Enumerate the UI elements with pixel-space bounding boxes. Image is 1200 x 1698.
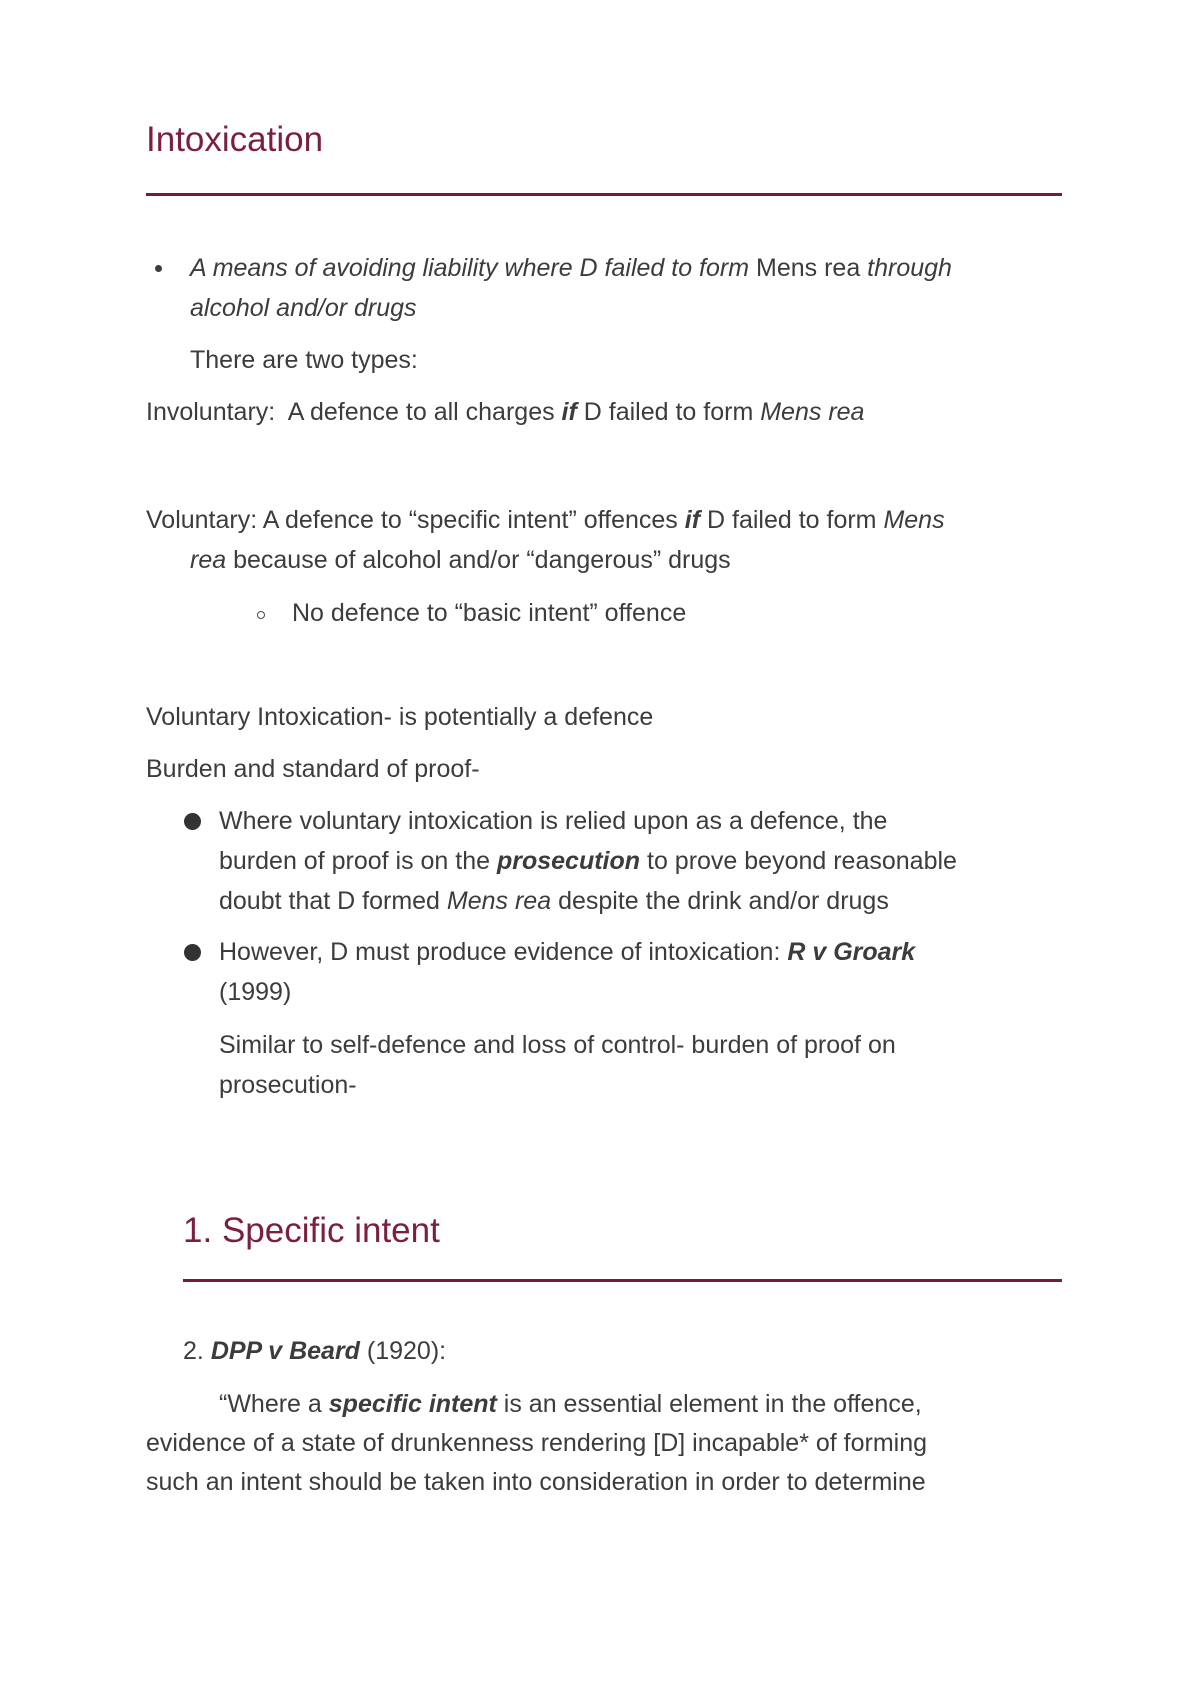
burden-bullet1-line2-c: to prove beyond reasonable bbox=[640, 847, 957, 875]
section-divider bbox=[183, 1279, 1062, 1282]
similar-line2: prosecution- bbox=[219, 1071, 357, 1099]
no-defence-text: No defence to “basic intent” offence bbox=[292, 599, 687, 627]
sub-bullet-circle-icon bbox=[257, 611, 265, 619]
involuntary-if: if bbox=[561, 398, 577, 426]
involuntary-mens-rea: Mens rea bbox=[760, 398, 865, 426]
voluntary-mid: D failed to form bbox=[700, 506, 884, 534]
bullet1-line1 bbox=[190, 253, 952, 283]
quote-specific-intent: specific intent bbox=[328, 1390, 497, 1418]
burden-bullet2-line1-a: However, D must produce evidence of intoxication: bbox=[219, 938, 788, 966]
involuntary-label: Involuntary: A defence to all charges bbox=[146, 398, 562, 426]
section-title: Specific intent bbox=[221, 1211, 440, 1250]
involuntary-paragraph bbox=[146, 397, 864, 427]
two-types-text: There are two types: bbox=[190, 346, 418, 374]
case-number: 2. bbox=[183, 1337, 204, 1365]
voluntary-line2 bbox=[190, 545, 731, 575]
quote-line2: evidence of a state of drunkenness rendering [D] incapable* of forming bbox=[146, 1429, 928, 1457]
case-year: (1920): bbox=[359, 1337, 447, 1365]
quote-line3: such an intent should be taken into consideration in order to determine bbox=[146, 1468, 926, 1496]
burden-bullet2-line2: (1999) bbox=[219, 978, 292, 1006]
burden-bullet2-line1 bbox=[219, 937, 915, 967]
case-name: DPP v Beard bbox=[210, 1337, 360, 1365]
quote-line1-c: is an essential element in the offence, bbox=[496, 1390, 922, 1418]
bullet-dot-icon bbox=[155, 265, 162, 272]
burden-bullet2-case: R v Groark bbox=[787, 938, 916, 966]
burden-bullet1-line3-c: despite the drink and/or drugs bbox=[551, 887, 889, 915]
bullet1-text-line2: alcohol and/or drugs bbox=[190, 294, 417, 322]
page-title: Intoxication bbox=[146, 120, 324, 159]
section-heading bbox=[183, 1213, 440, 1248]
burden-bullet1-line2 bbox=[219, 846, 957, 876]
voluntary-rest: because of alcohol and/or “dangerous” drugs bbox=[226, 546, 731, 574]
section-number: 1. bbox=[183, 1211, 213, 1250]
burden-bullet1-line2-a: burden of proof is on the bbox=[219, 847, 497, 875]
case-heading bbox=[183, 1336, 446, 1366]
voluntary-intoxication-text: Voluntary Intoxication- is potentially a defence bbox=[146, 703, 654, 731]
burden-heading: Burden and standard of proof- bbox=[146, 755, 480, 783]
voluntary-line1 bbox=[146, 505, 945, 535]
bullet1-text-b: Mens rea bbox=[749, 254, 868, 282]
voluntary-if: if bbox=[684, 506, 701, 534]
burden-bullet1-mens-rea: Mens rea bbox=[446, 887, 552, 915]
bullet1-line2 bbox=[190, 293, 417, 323]
burden-bullet1-line3-a: doubt that D formed bbox=[219, 887, 447, 915]
bullet1-text-a: A means of avoiding liability where D failed to form bbox=[190, 254, 750, 282]
bullet-circle-icon bbox=[184, 813, 201, 830]
voluntary-label: Voluntary: A defence to “specific intent” offences bbox=[146, 506, 685, 534]
involuntary-mid: D failed to form bbox=[576, 398, 761, 426]
voluntary-mens: Mens bbox=[883, 506, 945, 534]
burden-bullet1-line3 bbox=[219, 886, 889, 916]
bullet-circle-icon bbox=[184, 944, 201, 961]
voluntary-rea: rea bbox=[190, 546, 227, 574]
title-divider bbox=[146, 193, 1062, 196]
quote-line1-a: “Where a bbox=[219, 1390, 329, 1418]
burden-bullet1-line1: Where voluntary intoxication is relied upon as a defence, the bbox=[219, 807, 888, 835]
quote-line1 bbox=[219, 1389, 922, 1419]
similar-line1: Similar to self-defence and loss of control- burden of proof on bbox=[219, 1031, 896, 1059]
bullet1-text-c: through bbox=[867, 254, 952, 282]
burden-bullet1-prosecution: prosecution bbox=[496, 847, 641, 875]
